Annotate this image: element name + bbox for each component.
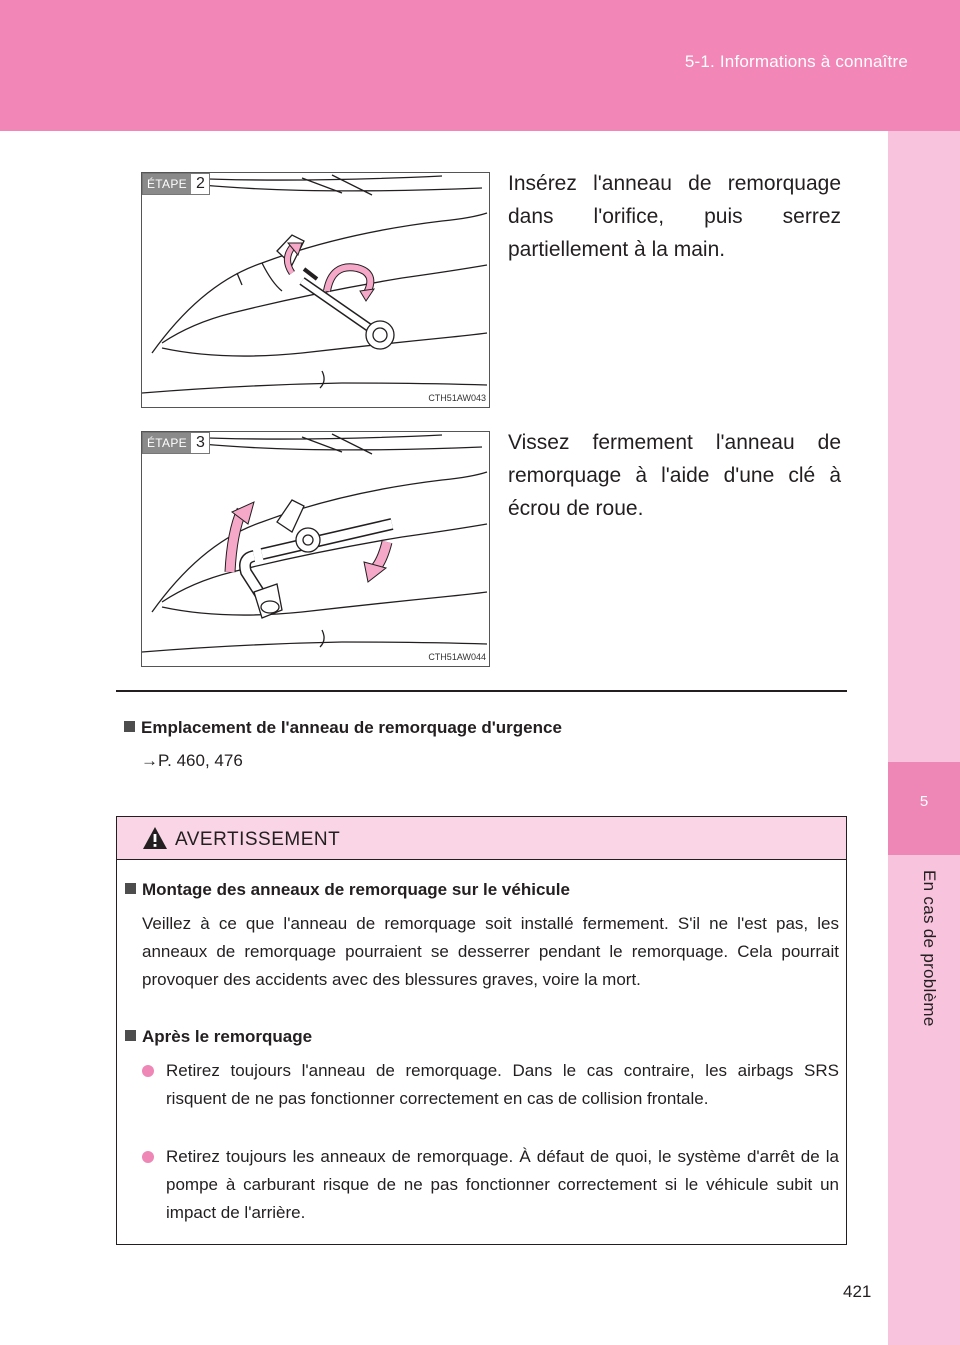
warning-bullet	[142, 1057, 839, 1113]
step-2-figure	[141, 172, 490, 408]
square-bullet-icon	[125, 883, 136, 894]
step-2-text: Insérez l'anneau de remorquage dans l'orifice, puis serrez partiellement à la main.	[508, 172, 841, 261]
step-badge-number: 2	[195, 175, 205, 192]
warning-bullet-text: Retirez toujours l'anneau de remorquage. Dans le cas contraire, les airbags SRS risquent de ne pas fonctionner correctement en cas de collision frontale.	[166, 1061, 839, 1108]
warning-section-1-heading	[125, 876, 570, 904]
warning-section-1-heading-text: Montage des anneaux de remorquage sur le véhicule	[142, 880, 570, 899]
circle-bullet-icon	[142, 1065, 160, 1077]
step-badge-word: ÉTAPE	[143, 174, 191, 194]
step-badge-word: ÉTAPE	[143, 433, 191, 453]
note-heading-text: Emplacement de l'anneau de remorquage d'urgence	[141, 718, 562, 737]
figure-code: CTH51AW044	[428, 652, 486, 662]
warning-bullet	[142, 1143, 839, 1227]
chapter-number: 5	[919, 793, 929, 810]
square-bullet-icon	[125, 1030, 136, 1041]
circle-bullet-icon	[142, 1151, 160, 1163]
chapter-label: En cas de problème	[920, 870, 939, 1027]
step-badge	[142, 432, 210, 454]
step-3-figure	[141, 431, 490, 667]
warning-header	[117, 817, 846, 860]
warning-section-2-heading	[125, 1023, 312, 1051]
step-badge	[142, 173, 210, 195]
note-page-reference: →P. 460, 476	[141, 751, 243, 770]
page-number: 421	[843, 1282, 872, 1301]
warning-section-2-heading-text: Après le remorquage	[142, 1027, 313, 1046]
step-3-text: Vissez fermement l'anneau de remorquage à l'aide d'une clé à écrou de roue.	[508, 431, 841, 520]
tow-eye-insert-illustration	[142, 173, 490, 408]
warning-bullet-text: Retirez toujours les anneaux de remorquage. À défaut de quoi, le système d'arrêt de la pompe à carburant risque de ne pas fonctionner correctement si le véhicule subit un impact de l'arrière.	[166, 1147, 839, 1222]
step-badge-number: 3	[195, 434, 205, 451]
warning-title: AVERTISSEMENT	[175, 829, 341, 850]
warning-box	[116, 816, 847, 1245]
section-divider	[116, 690, 847, 692]
note-heading	[124, 718, 562, 738]
warning-triangle-icon	[142, 826, 168, 850]
square-bullet-icon	[124, 721, 135, 732]
section-reference: 5-1. Informations à connaître	[684, 52, 908, 71]
wheel-nut-wrench-illustration	[142, 432, 490, 667]
warning-section-1-body: Veillez à ce que l'anneau de remorquage soit installé fermement. S'il ne l'est pas, les anneaux de remorquage pourraient se desserrer pendant le remorquage. Cela pourrait provoquer des accidents avec des blessures graves, voire la mort.	[142, 914, 839, 989]
figure-code: CTH51AW043	[428, 393, 486, 403]
